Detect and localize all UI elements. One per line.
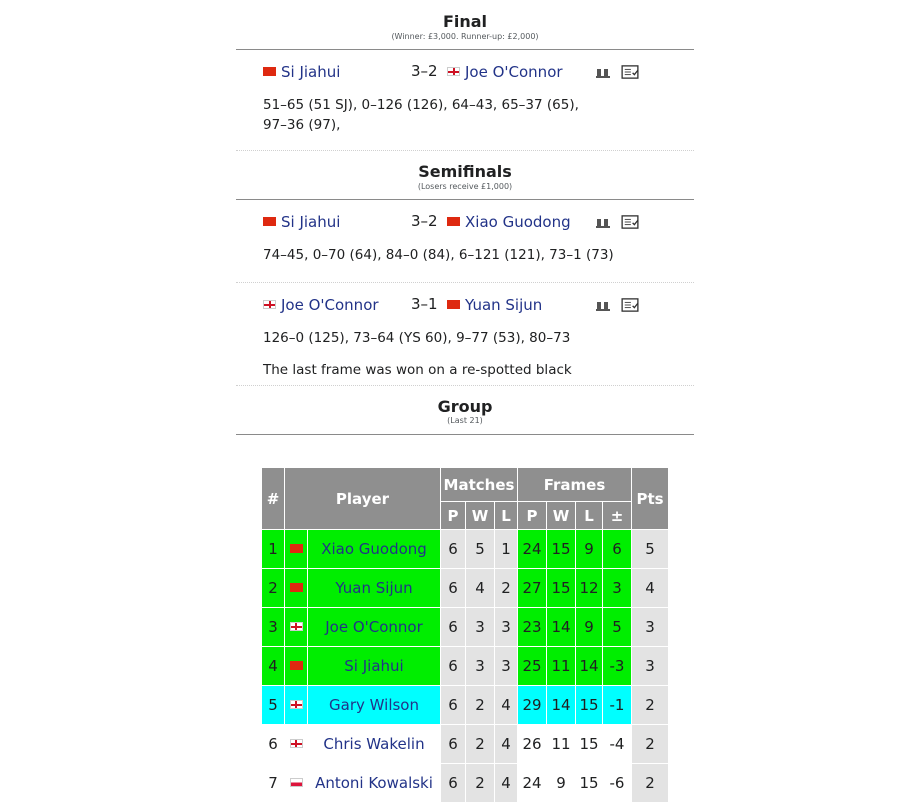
england-flag-icon xyxy=(290,622,303,631)
frame-difference-cell: 5 xyxy=(603,608,632,647)
frames-lost-cell: 15 xyxy=(576,725,603,764)
china-flag-icon xyxy=(263,217,276,226)
matches-won-header: W xyxy=(466,502,495,530)
frames-played-header: P xyxy=(518,502,547,530)
frames-header: Frames xyxy=(518,468,632,502)
frames-lost-cell: 9 xyxy=(576,530,603,569)
china-flag-icon xyxy=(263,67,276,76)
table-row xyxy=(262,608,669,647)
row-separator xyxy=(236,282,694,283)
row-separator xyxy=(236,150,694,151)
frames-played-cell: 23 xyxy=(518,608,547,647)
flag-cell xyxy=(285,608,308,647)
frame-difference-cell: 3 xyxy=(603,569,632,608)
player-cell[interactable]: Xiao Guodong xyxy=(308,530,441,569)
scorecard-icon[interactable] xyxy=(621,65,639,79)
head-to-head-icon[interactable] xyxy=(594,66,612,80)
matches-played-cell: 6 xyxy=(441,530,466,569)
table-row xyxy=(262,725,669,764)
semi2-player1[interactable] xyxy=(263,295,379,314)
final-player1[interactable] xyxy=(263,62,340,81)
points-cell: 2 xyxy=(632,764,669,803)
matches-header: Matches xyxy=(441,468,518,502)
rank-cell: 4 xyxy=(262,647,285,686)
semi2-player2[interactable] xyxy=(447,295,542,314)
matches-played-cell: 6 xyxy=(441,764,466,803)
semifinals-divider xyxy=(236,199,694,200)
frames-played-cell: 27 xyxy=(518,569,547,608)
frames-won-cell: 11 xyxy=(547,725,576,764)
points-cell: 3 xyxy=(632,647,669,686)
rank-cell: 5 xyxy=(262,686,285,725)
frame-difference-cell: -1 xyxy=(603,686,632,725)
frames-lost-cell: 12 xyxy=(576,569,603,608)
frames-won-cell: 9 xyxy=(547,764,576,803)
matches-won-cell: 2 xyxy=(466,725,495,764)
points-cell: 2 xyxy=(632,725,669,764)
matches-lost-cell: 1 xyxy=(495,530,518,569)
final-frame-scores-2: 97–36 (97), xyxy=(263,117,341,133)
player-cell[interactable]: Yuan Sijun xyxy=(308,569,441,608)
semi2-note: The last frame was won on a re-spotted black xyxy=(263,362,572,378)
semi1-score: 3–2 xyxy=(411,212,438,230)
matches-played-header: P xyxy=(441,502,466,530)
player-name[interactable]: Xiao Guodong xyxy=(465,213,571,231)
matches-won-cell: 5 xyxy=(466,530,495,569)
player-cell[interactable]: Chris Wakelin xyxy=(308,725,441,764)
flag-cell xyxy=(285,686,308,725)
matches-played-cell: 6 xyxy=(441,725,466,764)
rank-cell: 6 xyxy=(262,725,285,764)
frames-lost-cell: 15 xyxy=(576,764,603,803)
frames-lost-header: L xyxy=(576,502,603,530)
matches-lost-cell: 4 xyxy=(495,764,518,803)
player-cell[interactable]: Gary Wilson xyxy=(308,686,441,725)
matches-lost-cell: 3 xyxy=(495,608,518,647)
frames-won-cell: 15 xyxy=(547,530,576,569)
frame-difference-cell: -3 xyxy=(603,647,632,686)
frames-lost-cell: 9 xyxy=(576,608,603,647)
rank-cell: 2 xyxy=(262,569,285,608)
matches-played-cell: 6 xyxy=(441,686,466,725)
final-divider xyxy=(236,49,694,50)
frames-played-cell: 24 xyxy=(518,530,547,569)
flag-cell xyxy=(285,725,308,764)
china-flag-icon xyxy=(290,544,303,553)
scorecard-icon[interactable] xyxy=(621,298,639,312)
table-row xyxy=(262,569,669,608)
matches-played-cell: 6 xyxy=(441,608,466,647)
semi2-frame-scores: 126–0 (125), 73–64 (YS 60), 9–77 (53), 80–73 xyxy=(263,330,571,346)
semi2-score: 3–1 xyxy=(411,295,438,313)
matches-lost-header: L xyxy=(495,502,518,530)
matches-lost-cell: 4 xyxy=(495,725,518,764)
table-row xyxy=(262,686,669,725)
player-cell[interactable]: Si Jiahui xyxy=(308,647,441,686)
matches-won-cell: 3 xyxy=(466,608,495,647)
table-row xyxy=(262,764,669,803)
england-flag-icon xyxy=(290,700,303,709)
rank-header: # xyxy=(262,468,285,530)
semi1-player1[interactable] xyxy=(263,212,340,231)
matches-played-cell: 6 xyxy=(441,647,466,686)
frames-played-cell: 29 xyxy=(518,686,547,725)
china-flag-icon xyxy=(447,217,460,226)
china-flag-icon xyxy=(290,661,303,670)
frame-difference-header: ± xyxy=(603,502,632,530)
matches-lost-cell: 4 xyxy=(495,686,518,725)
matches-won-cell: 2 xyxy=(466,686,495,725)
rank-cell: 3 xyxy=(262,608,285,647)
group-title: Group xyxy=(437,397,493,416)
table-row xyxy=(262,647,669,686)
row-separator xyxy=(236,385,694,386)
final-subtitle: (Winner: £3,000. Runner-up: £2,000) xyxy=(391,32,539,41)
rank-cell: 1 xyxy=(262,530,285,569)
england-flag-icon xyxy=(290,739,303,748)
points-header: Pts xyxy=(632,468,669,530)
rank-cell: 7 xyxy=(262,764,285,803)
player-cell[interactable]: Antoni Kowalski xyxy=(308,764,441,803)
matches-lost-cell: 2 xyxy=(495,569,518,608)
frames-played-cell: 25 xyxy=(518,647,547,686)
frame-difference-cell: -4 xyxy=(603,725,632,764)
frames-lost-cell: 14 xyxy=(576,647,603,686)
table-row xyxy=(262,530,669,569)
england-flag-icon xyxy=(263,300,276,309)
scorecard-icon[interactable] xyxy=(621,215,639,229)
frames-played-cell: 26 xyxy=(518,725,547,764)
frames-lost-cell: 15 xyxy=(576,686,603,725)
frames-won-cell: 14 xyxy=(547,608,576,647)
points-cell: 5 xyxy=(632,530,669,569)
final-title: Final xyxy=(442,12,488,31)
points-cell: 4 xyxy=(632,569,669,608)
frame-difference-cell: 6 xyxy=(603,530,632,569)
group-subtitle: (Last 21) xyxy=(447,416,483,425)
head-to-head-icon[interactable] xyxy=(594,216,612,230)
matches-won-cell: 4 xyxy=(466,569,495,608)
player-name[interactable]: Joe O'Connor xyxy=(281,296,379,314)
frames-won-cell: 11 xyxy=(547,647,576,686)
semi1-frame-scores: 74–45, 0–70 (64), 84–0 (84), 6–121 (121), 73–1 (73) xyxy=(263,247,614,263)
frames-won-cell: 14 xyxy=(547,686,576,725)
points-cell: 2 xyxy=(632,686,669,725)
flag-cell xyxy=(285,530,308,569)
player-header: Player xyxy=(285,468,441,530)
china-flag-icon xyxy=(290,583,303,592)
head-to-head-icon[interactable] xyxy=(594,299,612,313)
final-score: 3–2 xyxy=(411,62,438,80)
group-divider xyxy=(236,434,694,435)
player-name[interactable]: Yuan Sijun xyxy=(465,296,543,314)
player-name[interactable]: Si Jiahui xyxy=(281,63,341,81)
matches-played-cell: 6 xyxy=(441,569,466,608)
player-name[interactable]: Si Jiahui xyxy=(281,213,341,231)
matches-won-cell: 2 xyxy=(466,764,495,803)
semifinals-title: Semifinals xyxy=(418,162,512,181)
player-cell[interactable]: Joe O'Connor xyxy=(308,608,441,647)
china-flag-icon xyxy=(447,300,460,309)
frames-won-header: W xyxy=(547,502,576,530)
flag-cell xyxy=(285,647,308,686)
group-standings-table xyxy=(261,467,669,803)
frames-won-cell: 15 xyxy=(547,569,576,608)
poland-flag-icon xyxy=(290,778,303,787)
semi1-player2[interactable] xyxy=(447,212,571,231)
matches-won-cell: 3 xyxy=(466,647,495,686)
points-cell: 3 xyxy=(632,608,669,647)
final-frame-scores-1: 51–65 (51 SJ), 0–126 (126), 64–43, 65–37 (65), xyxy=(263,97,579,113)
flag-cell xyxy=(285,764,308,803)
frames-played-cell: 24 xyxy=(518,764,547,803)
flag-cell xyxy=(285,569,308,608)
frame-difference-cell: -6 xyxy=(603,764,632,803)
player-name[interactable]: Joe O'Connor xyxy=(465,63,563,81)
final-player2[interactable] xyxy=(447,62,563,81)
england-flag-icon xyxy=(447,67,460,76)
semifinals-subtitle: (Losers receive £1,000) xyxy=(417,182,513,191)
matches-lost-cell: 3 xyxy=(495,647,518,686)
